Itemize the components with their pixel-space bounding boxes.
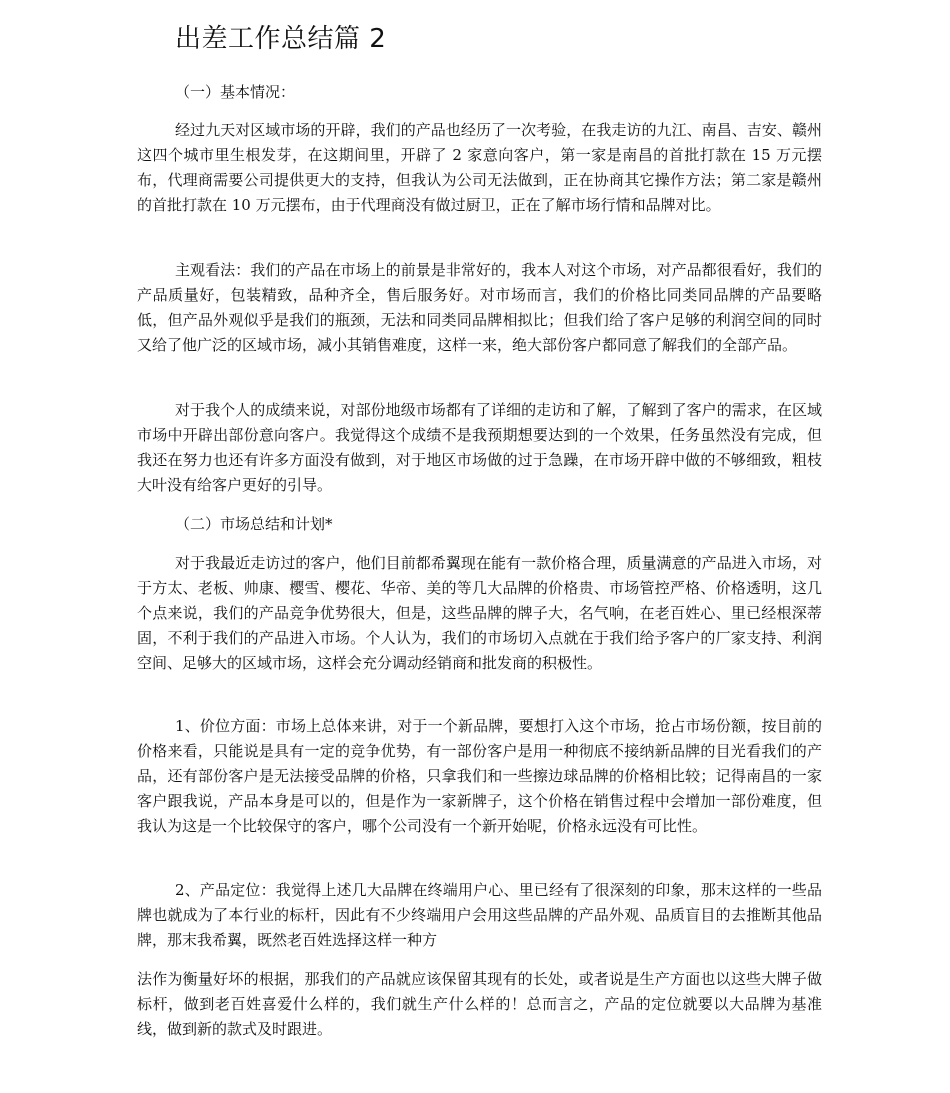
paragraph-basic-situation: 经过九天对区域市场的开辟，我们的产品也经历了一次考验，在我走访的九江、南昌、吉安、赣州这四个城市里生根发芽，在这期间里，开辟了 2 家意向客户，第一家是南昌的首批打款在 15 万元摆布，代理商需要公司提供更大的支持，但我认为公司无法做到，正在协商其它操作方法；第二家是赣州的首批打款在 10 万元摆布，由于代理商没有做过厨卫，正在了解市场行情和品牌对比。 [137, 121, 822, 214]
page-title: 出差工作总结篇 2 [175, 24, 387, 54]
paragraph-product-positioning-continued: 法作为衡量好坏的根据，那我们的产品就应该保留其现有的长处，或者说是生产方面也以这些大牌子做标杆，做到老百姓喜爱什么样的，我们就生产什么样的！总而言之，产品的定位就要以大品牌为基准线，做到新的款式及时跟进。 [137, 970, 822, 1038]
paragraph-market-summary: 对于我最近走访过的客户，他们目前都希翼现在能有一款价格合理，质量满意的产品进入市场，对于方太、老板、帅康、樱雪、樱花、华帝、美的等几大品牌的价格贵、市场管控严格、价格透明，这几个点来说，我们的产品竞争优势很大，但是，这些品牌的牌子大，名气响，在老百姓心、里已经根深蒂固，不利于我们的产品进入市场。个人认为，我们的市场切入点就在于我们给予客户的厂家支持、利润空间、足够大的区域市场，这样会充分调动经销商和批发商的积极性。 [137, 554, 822, 672]
paragraph-subjective-view: 主观看法：我们的产品在市场上的前景是非常好的，我本人对这个市场，对产品都很看好，我们的产品质量好，包装精致，品种齐全，售后服务好。对市场而言，我们的价格比同类同品牌的产品要略低，但产品外观似乎是我们的瓶颈，无法和同类同品牌相拟比；但我们给了客户足够的利润空间的同时又给了他广泛的区域市场，减小其销售难度，这样一来，绝大部份客户都同意了解我们的全部产品。 [137, 261, 822, 354]
paragraph-personal-results: 对于我个人的成绩来说，对部份地级市场都有了详细的走访和了解，了解到了客户的需求，在区域市场中开辟出部份意向客户。我觉得这个成绩不是我预期想要达到的一个效果，任务虽然没有完成，但我还在努力也还有许多方面没有做到，对于地区市场做的过于急躁，在市场开辟中做的不够细致，粗枝大叶没有给客户更好的引导。 [137, 401, 822, 494]
section-heading-basic-situation: （一）基本情况： [175, 83, 296, 101]
paragraph-product-positioning: 2、产品定位：我觉得上述几大品牌在终端用户心、里已经有了很深刻的印象，那末这样的一些品牌也就成为了本行业的标杆，因此有不少终端用户会用这些品牌的产品外观、品质盲目的去推断其他品牌，那末我希翼，既然老百姓选择这样一种方 [137, 881, 822, 949]
section-heading-market-summary: （二）市场总结和计划* [175, 515, 333, 533]
paragraph-price-aspect: 1、价位方面：市场上总体来讲，对于一个新品牌，要想打入这个市场，抢占市场份额，按目前的价格来看，只能说是具有一定的竞争优势，有一部份客户是用一种彻底不接纳新品牌的目光看我们的产品，还有部份客户是无法接受品牌的价格，只拿我们和一些擦边球品牌的价格相比较；记得南昌的一家客户跟我说，产品本身是可以的，但是作为一家新牌子，这个价格在销售过程中会增加一部份难度，但我认为这是一个比较保守的客户，哪个公司没有一个新开始呢，价格永远没有可比性。 [137, 717, 822, 835]
